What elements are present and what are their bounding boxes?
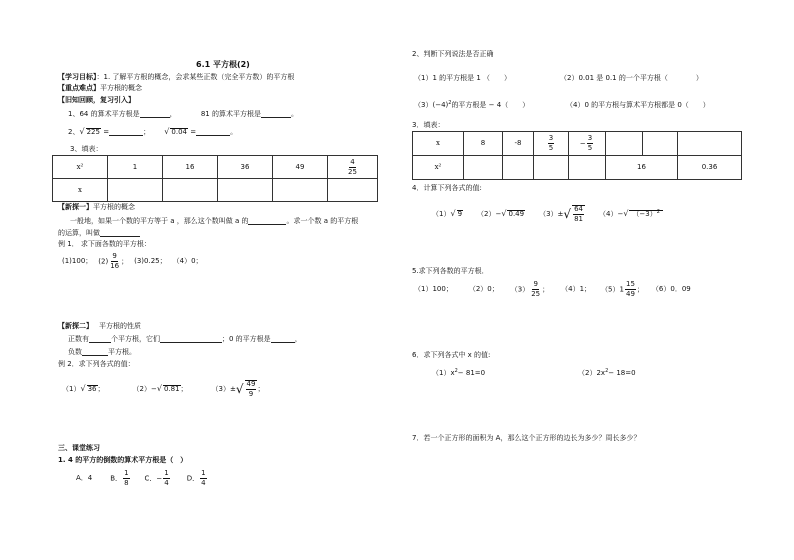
table-cell [328,156,378,179]
radicand: 225 [86,128,100,136]
table-input-cell[interactable] [606,132,643,156]
explore1-title: 平方根的概念 [93,203,135,211]
explore1-label: 【新探一】 [58,203,93,211]
sqroot-item: （6）0．09 [651,285,691,294]
review-q2-end: 。 [230,128,238,136]
sqroot-item: （1）100； [414,285,453,294]
answer-blank[interactable] [100,228,140,237]
calc-item-2: （2）−√ 0.49 [477,209,525,218]
key-points [58,84,142,93]
fraction: $\frac{9}{25}$ [531,280,541,298]
explore1-text: 一般地，如果一个数的平方等于 a ，那么这个数叫做 a 的 [70,217,249,225]
sqroot-items [414,281,691,298]
example2-title: 例 2．求下列各式的值： [58,360,135,368]
practice-question: 1. 4 的平方的倒数的算术平方根是（ ） [58,456,188,464]
fraction: $\frac{3}{5}$ [548,134,554,152]
square-question: 7．若一个正方形的面积为 A，那么这个正方形的边长为多少？周长多少？ [412,434,641,442]
table-cell: 16 [606,156,678,180]
example1-title: 例 1． 求下面各数的平方根： [58,240,151,248]
practice-choices [76,470,208,487]
review-q1-text: 1、64 的算术平方根是 [68,110,140,118]
review-q2-sep: ； [143,128,151,136]
judge-item-2: （2）0.01 是 0.1 的一个平方根（ ） [560,74,703,82]
example1-item: (2) $\frac{9}{16}$ ； [98,252,129,270]
choice-d[interactable]: D． $\frac{1}{4}$ [186,469,206,487]
review-q2 [68,127,237,137]
table-input-cell[interactable] [273,179,328,202]
table-cell: x² [413,156,464,180]
review-q1-sep: ， [169,110,177,118]
sqroot-item: （5）1 $\frac{15}{49}$ ； [601,280,644,298]
key-points-text: 平方根的概念 [100,84,142,92]
review-q1 [68,109,298,119]
example1-item: (1)100； [62,257,93,266]
table-cell: 0.36 [678,156,742,180]
page-title: 6.1 平方根(2) [196,60,250,69]
practice-title: 三、课堂练习 [58,444,100,452]
sqrt-icon: √ [563,206,572,221]
learning-goal-text: ：1. 了解平方根的概念，会求某些正数（完全平方数）的平方根 [96,73,295,81]
example2-item: （3）± √ $\frac{49}{9}$ ； [211,380,265,398]
review-q3: 3、填表： [70,145,103,153]
equals-sign: = [103,128,110,136]
sqroot-title: 5.求下列各数的平方根． [412,267,489,275]
explore2-title: 平方根的性质 [99,322,141,330]
sqrt-icon: √ [80,384,86,393]
choice-a[interactable]: A．4 [76,474,93,483]
answer-blank[interactable] [271,334,295,343]
table-cell: x [53,179,108,202]
answer-blank[interactable] [109,127,143,136]
choice-c[interactable]: C．− $\frac{1}{4}$ [144,469,169,487]
table-cell: x² [53,156,108,179]
sqroot-item: （2）0； [468,285,499,294]
choice-b[interactable]: B． $\frac{1}{8}$ [110,469,129,487]
review-q1-end: 。 [290,110,298,118]
review-q1-text2: 81 的算术平方根是 [200,110,261,118]
fill-table-2-title: 3．填表： [412,121,445,129]
explore1-heading [58,203,135,212]
solve-title: 6．求下列各式中 x 的值: [412,351,491,359]
table-cell: − $\frac{3}{5}$ [569,132,606,156]
calc-item-4: （4）−√ $(-3)^2$ [599,209,663,219]
explore2-label: 【新探二】 [58,322,93,330]
judge-item-3: $(3)(-4)^2$的平方根是 − 4（ ） [414,100,530,109]
review-q2-num: 2、 [68,128,80,136]
judge-item-1: （1）1 的平方根是 1 （ ） [414,74,512,82]
explore2-line2: 负数 平方根。 [68,348,136,356]
answer-blank[interactable] [89,334,111,343]
sqrt-icon: √ [623,209,629,218]
example2-item: （2）−√ 0.81； [132,384,188,393]
solve-eq-1: $(1)x^2- 81=0$ [432,368,486,377]
example2-items [62,380,264,398]
table-input-cell[interactable] [534,156,569,180]
answer-blank[interactable] [196,127,230,136]
example2-item: （1）√ 36； [62,384,105,393]
table-cell: 1 [108,156,163,179]
calc-item-1: （1）√ 9 [432,209,463,218]
explore1-paragraph [70,216,358,226]
explore1-text3: 的运算，叫做 [58,229,100,237]
table-input-cell[interactable] [163,179,218,202]
table-cell: x [413,132,464,156]
calc-items [432,205,663,223]
review-heading: 【旧知回顾，复习引入】 [58,96,135,104]
key-points-label: 【重点难点】 [58,84,100,92]
sqroot-item: （3） $\frac{9}{25}$ ； [510,280,550,298]
fraction: $\frac{3}{5}$ [587,134,593,152]
calc-title: 4．计算下列各式的值: [412,184,482,192]
explore2-line1: 正数有 个平方根，它们 ；0 的平方根是 ， [68,335,302,343]
table-cell: 16 [163,156,218,179]
table-cell [534,132,569,156]
solve-eq-2: $(2)2x^2- 18=0$ [578,368,636,377]
table-input-cell[interactable] [678,132,742,156]
learning-goal [58,73,294,82]
answer-blank[interactable] [82,347,108,356]
table-input-cell[interactable] [569,156,606,180]
fill-table-1 [52,155,378,202]
table-cell: 8 [464,132,503,156]
sqrt-icon: √ [164,127,170,136]
radicand: 0.04 [171,128,187,136]
sqrt-icon: √ [235,381,244,396]
answer-blank[interactable] [140,109,170,118]
sqrt-icon: √ [156,384,162,393]
table-cell: -8 [503,132,534,156]
answer-blank[interactable] [261,109,291,118]
fraction: $\frac{64}{81}$ [574,205,583,223]
sqrt-icon: √ [501,209,507,218]
fraction: $\frac{1}{4}$ [164,469,169,487]
example1-items [62,253,203,270]
fraction: $\frac{15}{49}$ [625,280,635,298]
explore1-text2: 。求一个数 a 的平方根 [286,217,359,225]
table-cell: 49 [273,156,328,179]
fraction: $\frac{49}{9}$ [246,380,256,398]
answer-blank[interactable] [248,216,286,225]
calc-item-3: （3）± √ $\frac{64}{81}$ [539,205,583,223]
fill-table-2 [412,131,742,180]
equals-sign: = [190,128,197,136]
table-input-cell[interactable] [218,179,273,202]
explore1-paragraph-2 [58,228,140,238]
table-input-cell[interactable] [108,179,163,202]
fraction: $\frac{9}{16}$ [110,252,120,270]
judge-title: 2、判断下列说法是否正确 [412,50,494,58]
judge-item-4: （4）0 的平方根与算术平方根都是 0（ ） [566,101,710,109]
table-cell: 36 [218,156,273,179]
sqrt-icon: √ [79,127,85,136]
fraction: $\frac{1}{4}$ [201,469,206,487]
sqrt-icon: √ [450,209,456,218]
learning-goal-label: 【学习目标】 [58,73,97,81]
fraction: $\frac{1}{8}$ [124,469,129,487]
table-input-cell[interactable] [328,179,378,202]
fraction: $\frac{4}{25}$ [348,157,357,176]
example1-item: (3)0.25； [134,257,167,266]
table-input-cell[interactable] [643,132,678,156]
answer-blank[interactable] [160,334,222,343]
example1-item: （4）0； [172,257,203,266]
table-input-cell[interactable] [503,156,534,180]
table-input-cell[interactable] [464,156,503,180]
sqroot-item: （4）1； [561,285,592,294]
explore2-heading [58,322,141,331]
